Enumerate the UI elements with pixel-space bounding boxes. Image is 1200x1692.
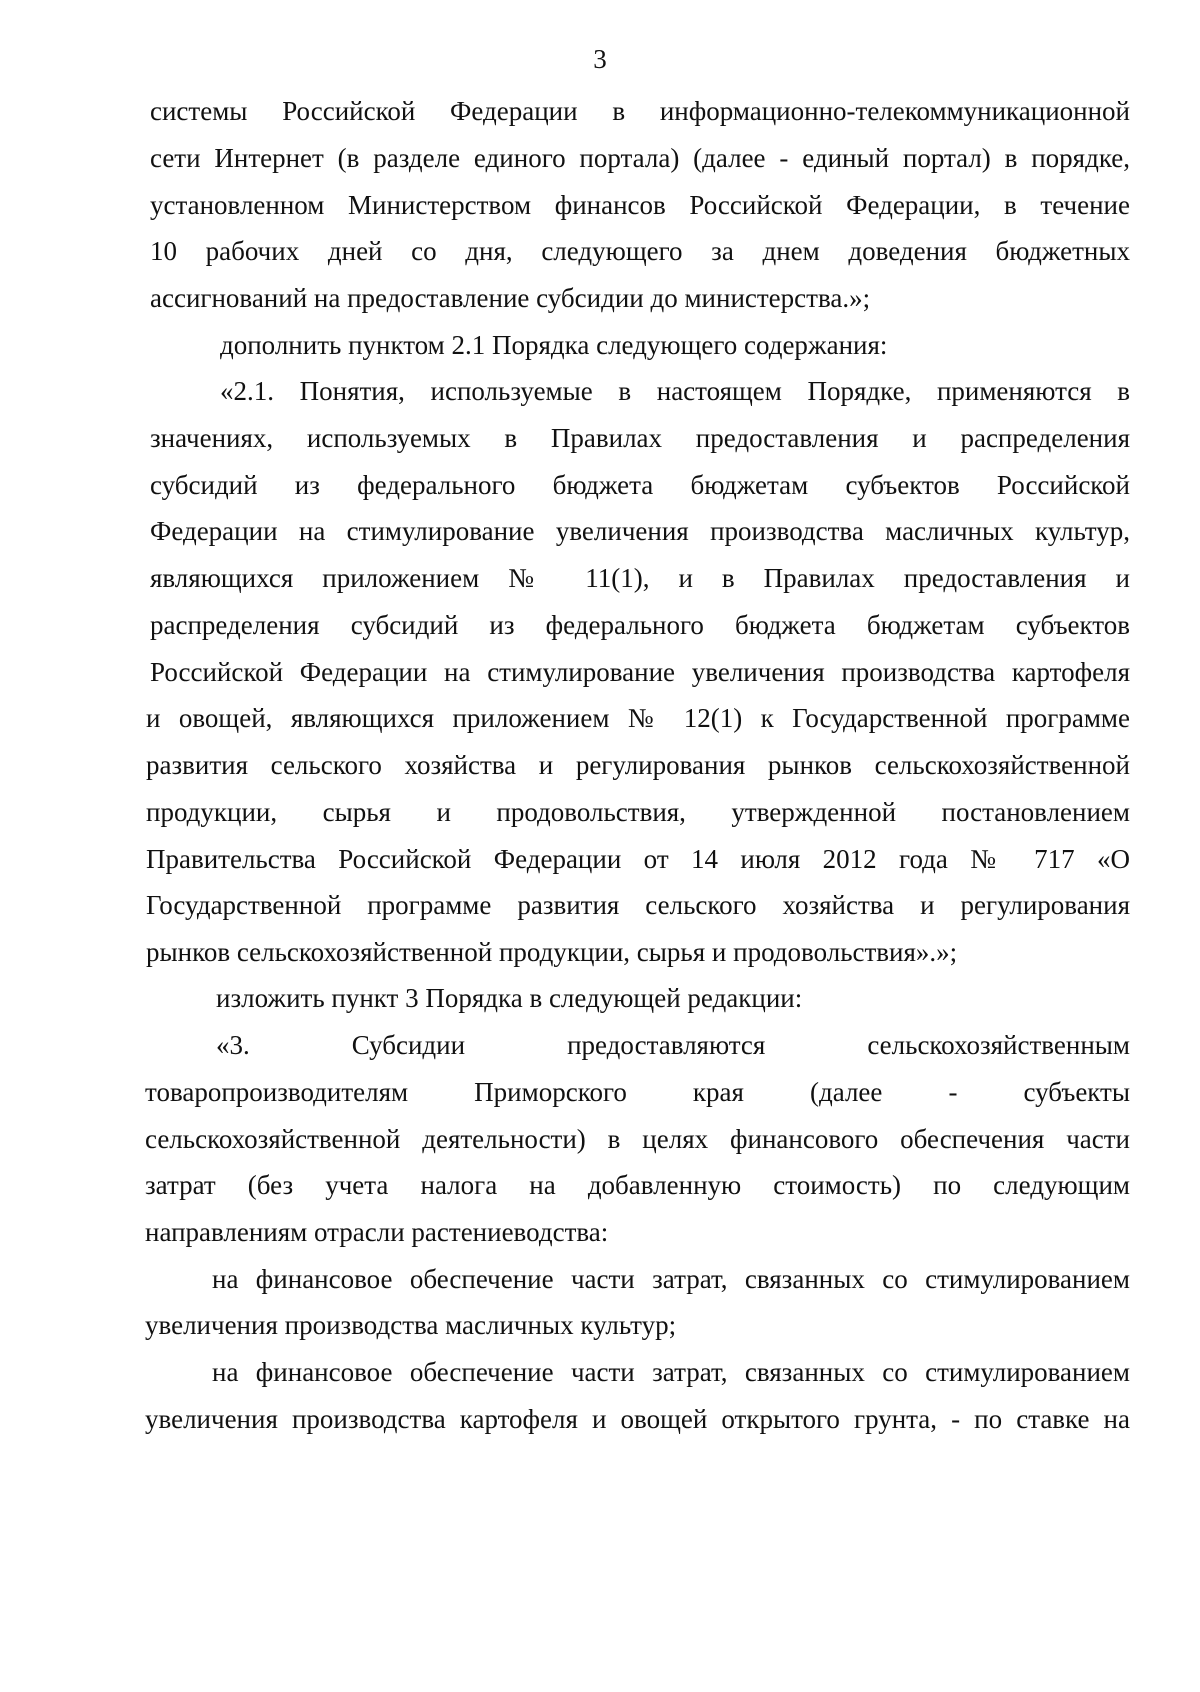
text-line: товаропроизводителям Приморского края (далее - субъекты [145,1077,1130,1107]
text-line: и овощей, являющихся приложением № 12(1) к Государственной программе [146,703,1130,733]
text-line: являющихся приложением № 11(1), и в Правилах предоставления и [150,563,1130,593]
text-line: затрат (без учета налога на добавленную стоимость) по следующим [145,1170,1130,1200]
paragraph-first-line: на финансовое обеспечение части затрат, связанных со стимулированием [212,1264,1130,1294]
text-line: значениях, используемых в Правилах предоставления и распределения [150,423,1130,453]
text-line: субсидий из федерального бюджета бюджетам субъектов Российской [150,470,1130,500]
text-line: сети Интернет (в разделе единого портала) (далее - единый портал) в порядке, [150,143,1130,173]
text-line: направлениям отрасли растениеводства: [145,1217,609,1247]
paragraph-first-line: «2.1. Понятия, используемые в настоящем Порядке, применяются в [220,376,1130,406]
text-line: системы Российской Федерации в информационно-телекоммуникационной [150,96,1130,126]
paragraph-first-line: «3. Субсидии предоставляются сельскохозяйственным [216,1030,1130,1060]
paragraph-first-line: дополнить пунктом 2.1 Порядка следующего содержания: [220,330,888,360]
text-line: распределения субсидий из федерального бюджета бюджетам субъектов [150,610,1130,640]
text-line: установленном Министерством финансов Российской Федерации, в течение [150,190,1130,220]
text-line: продукции, сырья и продовольствия, утвержденной постановлением [146,797,1130,827]
text-line: 10 рабочих дней со дня, следующего за днем доведения бюджетных [150,236,1130,266]
text-line: ассигнований на предоставление субсидии до министерства.»; [150,283,871,313]
text-line: развития сельского хозяйства и регулирования рынков сельскохозяйственной [146,750,1130,780]
text-line: увеличения производства картофеля и овощей открытого грунта, - по ставке на [145,1404,1130,1434]
text-line: Российской Федерации на стимулирование увеличения производства картофеля [150,657,1130,687]
text-line: увеличения производства масличных культур; [145,1310,677,1340]
text-line: Государственной программе развития сельского хозяйства и регулирования [146,890,1130,920]
paragraph-first-line: изложить пункт 3 Порядка в следующей редакции: [216,983,803,1013]
text-line: рынков сельскохозяйственной продукции, сырья и продовольствия».»; [146,937,958,967]
text-line: Правительства Российской Федерации от 14 июля 2012 года № 717 «О [146,844,1130,874]
page-number: 3 [593,44,607,74]
paragraph-first-line: на финансовое обеспечение части затрат, связанных со стимулированием [212,1357,1130,1387]
text-line: сельскохозяйственной деятельности) в целях финансового обеспечения части [145,1124,1130,1154]
text-line: Федерации на стимулирование увеличения производства масличных культур, [150,516,1130,546]
